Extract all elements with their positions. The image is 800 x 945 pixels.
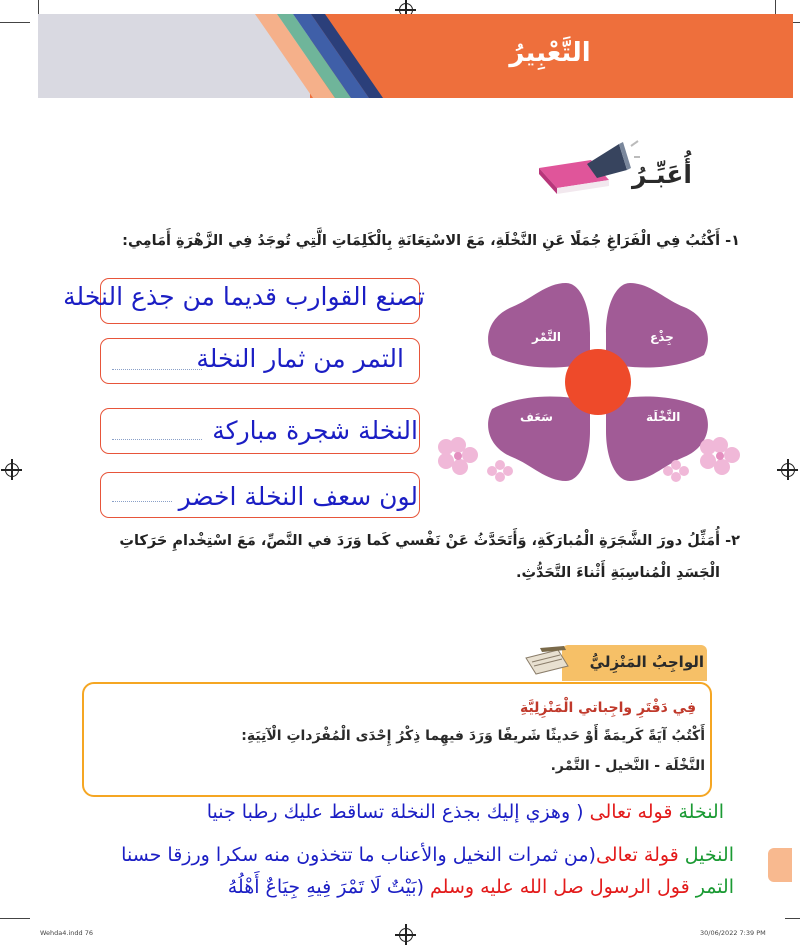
footer-file: Wehda4.indd 76 — [40, 929, 93, 937]
registration-mark-icon — [5, 463, 19, 477]
megaphone-book-icon — [535, 140, 640, 202]
flower-word-frond: سَعَف — [520, 410, 553, 424]
homework-answer-3 — [228, 876, 734, 898]
homework-subtitle: فِي دَفْتَرِ واجِباتي الْمَنْزِلِيَّةِ — [519, 700, 696, 716]
crop-mark — [785, 918, 800, 919]
answer-intro: قولة تعالى — [595, 844, 685, 866]
answer-2-text: التمر من ثمار النخلة — [196, 344, 404, 373]
answer-keyword: النخيل — [684, 844, 734, 866]
homework-answer-1 — [207, 801, 724, 823]
registration-mark-icon — [399, 928, 413, 942]
question-1-text: ١- أَكْتُبُ فِي الْفَرَاغِ جُمَلًا عَنِ النَّخْلَةِ، مَعَ الاسْتِعَانَةِ بِالْكَلِمَاتِ الَّتِي تُوجَدُ فِي الزَّهْرَةِ أَمَامِي: — [122, 233, 740, 249]
homework-words: النَّخْلَة - النَّخيل - التَّمْر. — [550, 758, 705, 774]
answer-keyword: النخلة — [678, 801, 724, 823]
answer-quote: ( وهزي إليك بجذع النخلة تساقط عليك رطبا جنيا — [206, 801, 584, 823]
answer-quote: (بَيْتٌ لَا تَمْرَ فِيهِ جِيَاعٌ أَهْلُهُ — [227, 876, 424, 898]
notebook-pencil-icon — [520, 644, 574, 680]
crop-mark — [0, 22, 30, 23]
answer-4-text: لون سعف النخلة اخضر — [178, 482, 418, 511]
footer-date: 30/06/2022 7:39 PM — [700, 929, 766, 937]
dotted-line — [112, 438, 202, 440]
dotted-line — [112, 500, 172, 502]
answer-3-text: النخلة شجرة مباركة — [212, 416, 418, 445]
flower-word-date: التَّمْر — [532, 330, 562, 344]
answer-keyword: التمر — [695, 876, 734, 898]
registration-mark-icon — [781, 463, 795, 477]
dotted-line — [112, 368, 202, 370]
question-2-line-2: الْجَسَدِ الْمُناسِبَةِ أَثْناءَ التَّحَدُّثِ. — [515, 565, 720, 581]
crop-mark — [38, 0, 39, 14]
crop-mark — [0, 918, 30, 919]
side-tab — [768, 848, 792, 882]
banner-stripes — [235, 14, 435, 98]
section-heading: أُعَبِّـرُ — [632, 160, 692, 189]
page-title: التَّعْبِيرُ — [509, 38, 591, 68]
answer-intro: قول الرسول صل الله عليه وسلم — [424, 876, 696, 898]
flower-word-trunk: جِذْع — [650, 330, 674, 344]
word-flower — [430, 275, 750, 490]
homework-title: الواجِبُ المَنْزِليُّ — [589, 653, 704, 671]
homework-answer-2 — [121, 844, 734, 866]
crop-mark — [775, 0, 776, 14]
homework-instruction: أَكْتُبُ آيَةً كَريمَةً أَوْ حَديثًا شَريفًا وَرَدَ فيهِما ذِكْرُ إِحْدَى الْمُفْرَداتِ الْآتِيَةِ: — [241, 728, 705, 744]
question-2-line-1: ٢- أُمَثِّلُ دورَ الشَّجَرَةِ الْمُبارَكَةِ، وَأَتَحَدَّثُ عَنْ نَفْسي كَما وَرَدَ في النَّصِّ، مَعَ اسْتِخْدامِ حَرَكاتِ — [119, 533, 740, 549]
flower-word-palm: النَّخْلَة — [646, 410, 681, 424]
answer-quote: (من ثمرات النخيل والأعناب ما تتخذون منه سكرا ورزقا حسنا — [121, 844, 596, 866]
answer-intro: قوله تعالى — [583, 801, 679, 823]
answer-1-text: تصنع القوارب قديما من جذع النخلة — [63, 282, 425, 311]
